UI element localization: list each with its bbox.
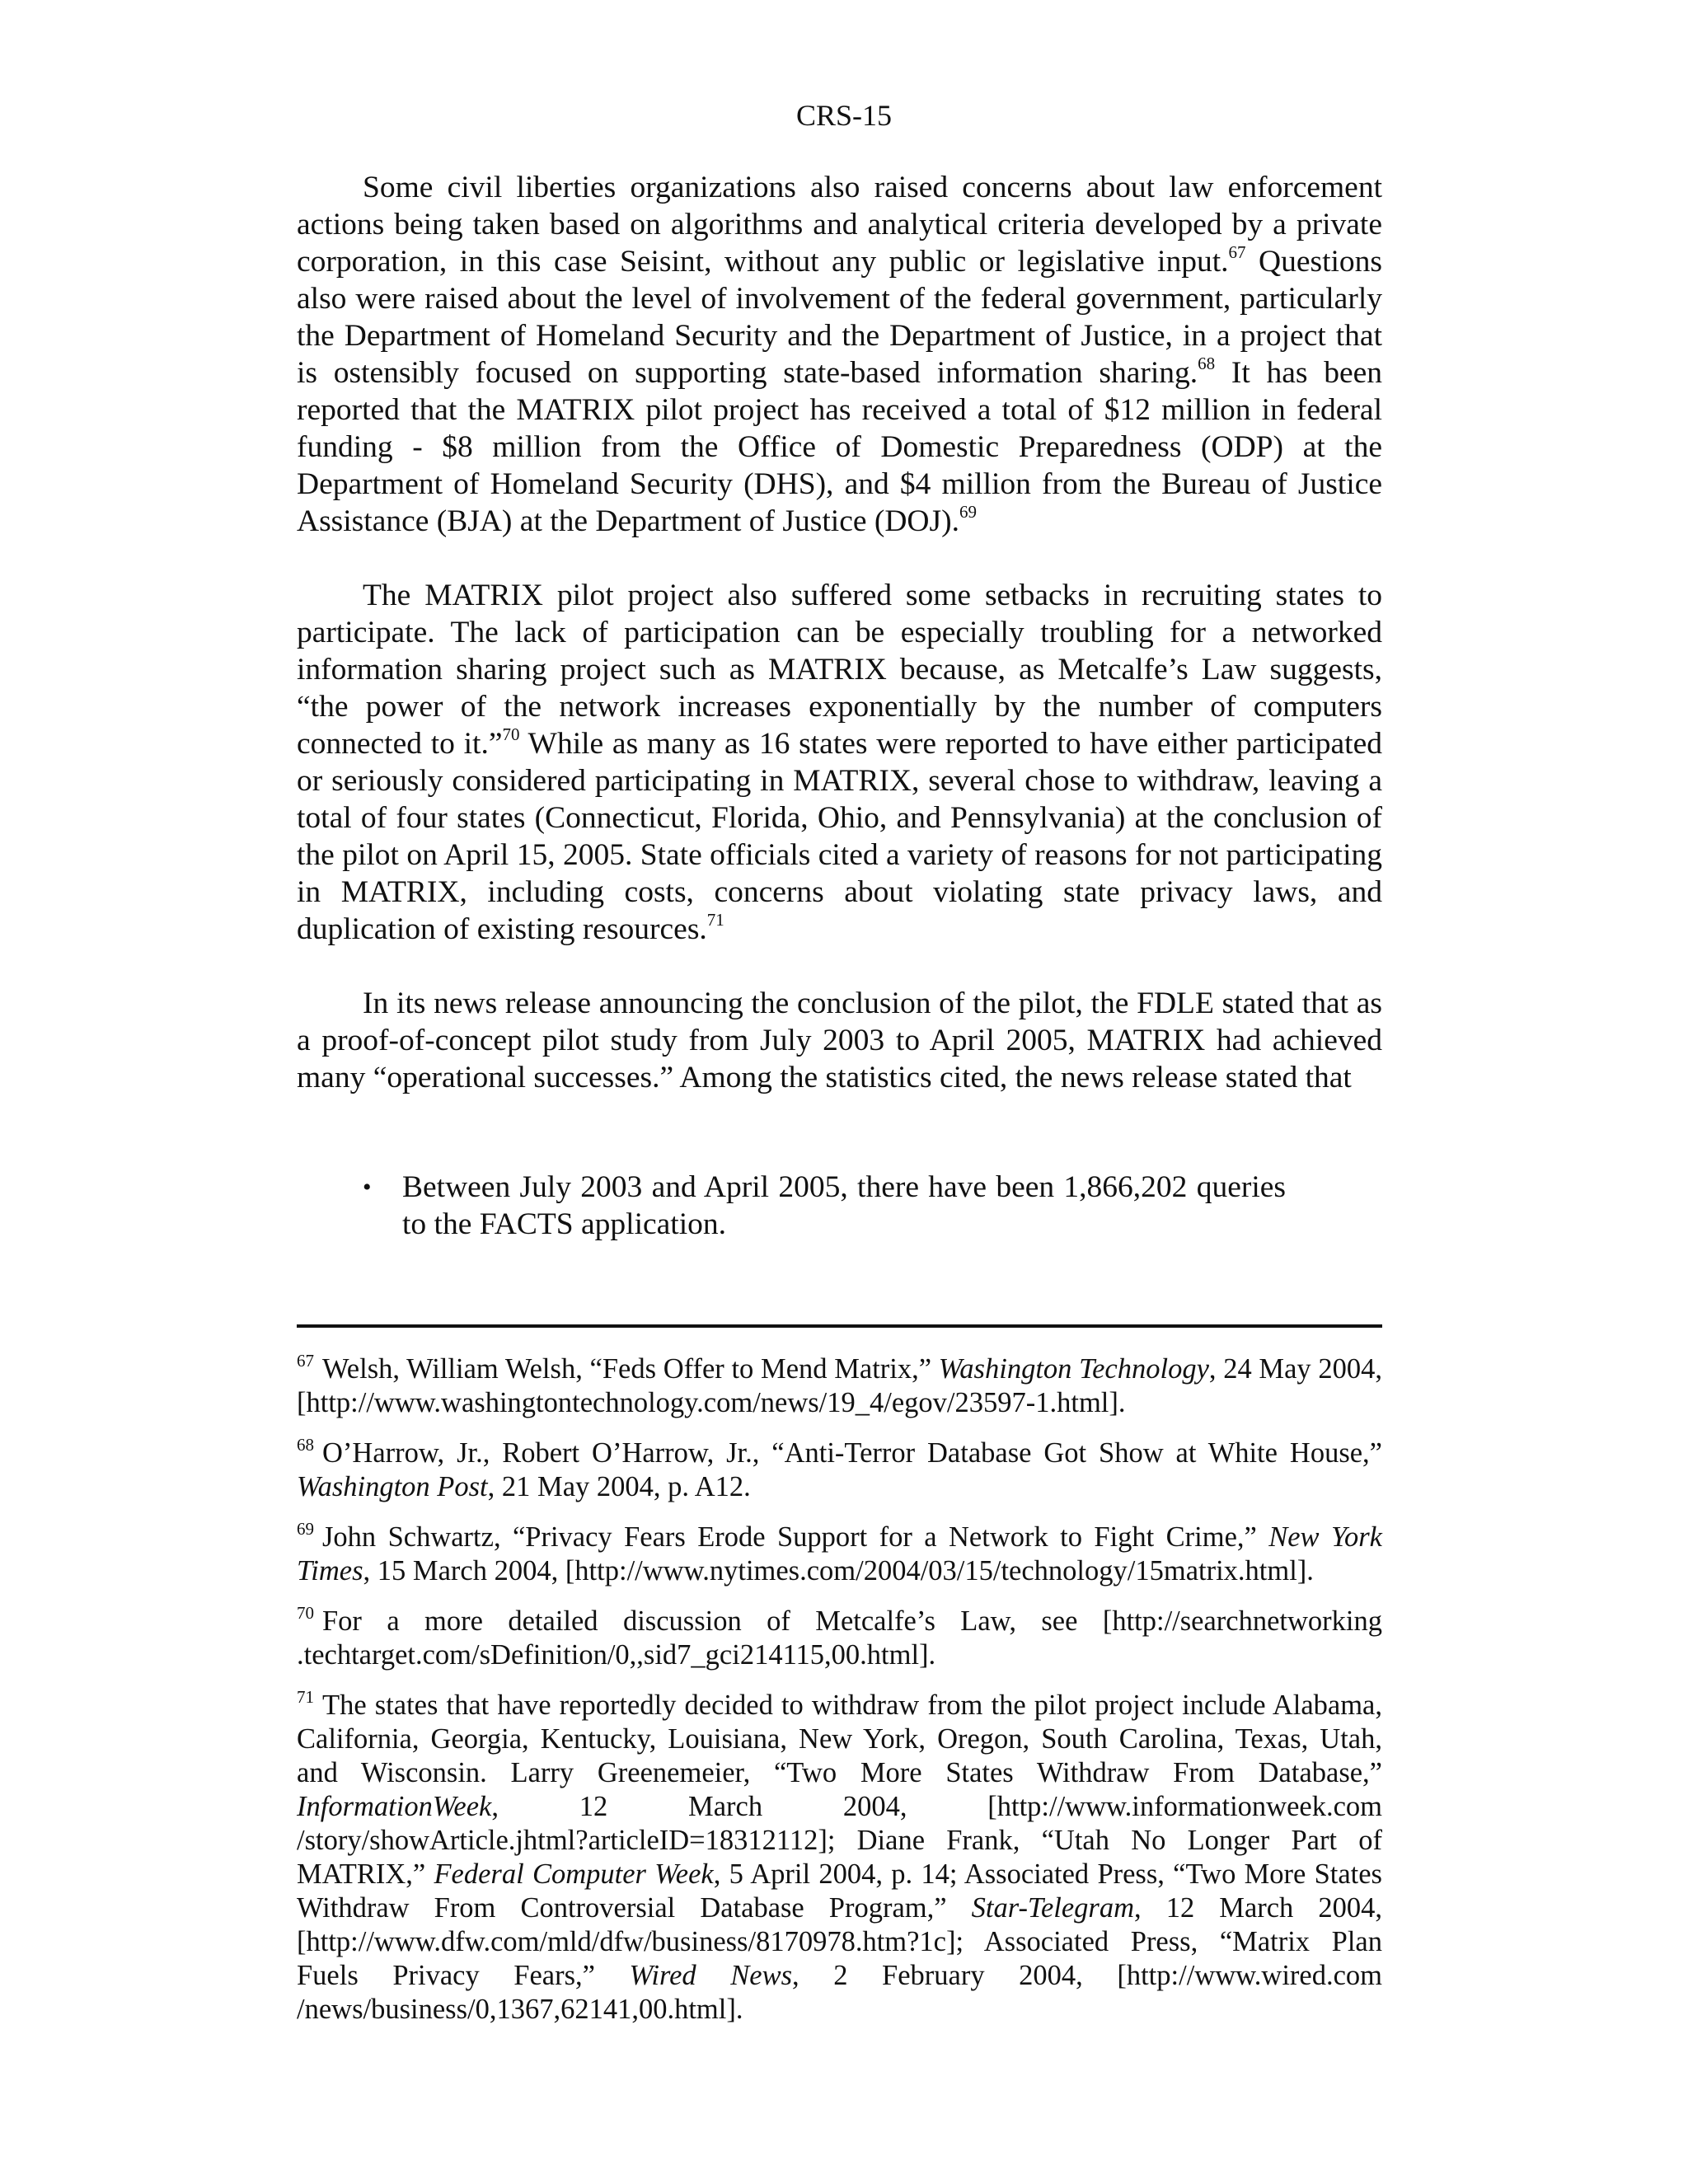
publication-title: New York Times: [297, 1521, 1382, 1586]
paragraph-text: While as many as 16 states were reported to have either participated or seriously considered participating in MATRIX, several chose to withdraw, leaving a total of four states (Connecticut, Florida, Ohio, and Pennsylvania) at the conclusion of the pilot on April 15, 2005. State officials cited a variety of reasons for not participating in MATRIX, including costs, concerns about violating state privacy laws, and duplication of existing resources.: [297, 727, 1382, 946]
paragraph-text: Some civil liberties organizations also raised concerns about law enforcement actions being taken based on algorithms and analytical criteria developed by a private corporation, in this case Seisint, without any public or legislative input.: [297, 171, 1382, 279]
publication-title: Washington Post: [297, 1471, 488, 1502]
paragraph-text: It has been reported that the MATRIX pilot project has received a total of $12 million in federal funding - $8 million from the Office of Domestic Preparedness (ODP) at the Department of Homeland Security (DHS), and $4 million from the Bureau of Justice Assistance (BJA) at the Department of Justice (DOJ).: [297, 356, 1383, 538]
footnote-text: , 24 May 2004, [http://www.washingtontechnology.com/news/19_4/egov/23597-1.html].: [297, 1353, 1382, 1418]
page-header: [0, 97, 1688, 134]
publication-title: Wired News: [629, 1960, 793, 1991]
footnote-number: 68: [297, 1435, 314, 1455]
footnote-text: , 21 May 2004, p. A12.: [487, 1471, 751, 1502]
publication-title: Federal Computer Week: [434, 1858, 714, 1890]
footnote-number: 69: [297, 1519, 314, 1539]
footnote-70: [297, 1605, 1382, 1672]
footnote-ref[interactable]: 71: [706, 910, 724, 930]
footnote-text: , 5 April 2004, p. 14; Associated Press, “Two More States Withdraw From Controversial Database Program,”: [297, 1858, 1382, 1924]
bullet-list: [363, 1169, 1286, 1243]
paragraph-funding-concerns: [297, 169, 1382, 540]
footnote-text: John Schwartz, “Privacy Fears Erode Support for a Network to Fight Crime,”: [322, 1521, 1269, 1553]
footnote-text: The states that have reportedly decided to withdraw from the pilot project include Alabama, California, Georgia, Kentucky, Louisiana, New York, Oregon, South Carolina, Texas, Utah, and Wisconsin. Larry Greenemeier, “Two More States Withdraw From Database,”: [297, 1690, 1382, 1788]
footnote-text: , 2 February 2004, [http://www.wired.com /news/business/0,1367,62141,00.html].: [297, 1960, 1382, 2025]
bullet-icon: •: [363, 1174, 372, 1201]
footnote-text: For a more detailed discussion of Metcalfe’s Law, see [http://searchnetworking .techtarget.com/sDefinition/0,,sid7_gci214115,00.html].: [297, 1605, 1382, 1671]
footnote-67: [297, 1352, 1382, 1420]
footnote-number: 67: [297, 1351, 314, 1371]
footnote-text: , 12 March 2004, [http://www.dfw.com/mld/dfw/business/8170978.htm?1c]; Associated Press, “Matrix Plan Fuels Privacy Fears,”: [297, 1892, 1382, 1991]
footnote-ref[interactable]: 70: [502, 724, 520, 744]
footnote-ref[interactable]: 68: [1198, 354, 1216, 373]
footnotes-section: [297, 1352, 1382, 2043]
footnote-text: O’Harrow, Jr., Robert O’Harrow, Jr., “Anti-Terror Database Got Show at White House,”: [322, 1437, 1382, 1469]
footnote-text: Welsh, William Welsh, “Feds Offer to Mend Matrix,”: [322, 1353, 939, 1385]
publication-title: InformationWeek: [297, 1791, 492, 1822]
paragraph-text: Questions also were raised about the level of involvement of the federal government, particularly the Department of Homeland Security and the Department of Justice, in a project that is ostensibly focused on supporting state-based information sharing.: [297, 245, 1382, 390]
bullet-item-text: Between July 2003 and April 2005, there have been 1,866,202 queries to the FACTS application.: [402, 1170, 1286, 1241]
paragraph-text: The MATRIX pilot project also suffered some setbacks in recruiting states to participate. The lack of participation can be especially troubling for a networked information sharing project such as MATRIX because, as Metcalfe’s Law suggests, “the power of the network increases exponentially by the number of computers connected to it.”: [297, 579, 1382, 761]
footnote-number: 71: [297, 1687, 314, 1707]
page-label: CRS-15: [795, 99, 893, 132]
publication-title: Washington Technology: [938, 1353, 1209, 1385]
footnote-69: [297, 1521, 1382, 1588]
footnote-68: [297, 1436, 1382, 1504]
footnote-divider: [297, 1324, 1382, 1328]
paragraph-news-release: [297, 985, 1382, 1096]
footnote-ref[interactable]: 67: [1228, 242, 1246, 262]
paragraph-text: In its news release announcing the conclusion of the pilot, the FDLE stated that as a proof-of-concept pilot study from July 2003 to April 2005, MATRIX had achieved many “operational successes.” Among the statistics cited, the news release stated that: [297, 987, 1382, 1094]
footnote-text: , 12 March 2004, [http://www.informationweek.com /story/showArticle.jhtml?articleID=18312112]; Diane Frank, “Utah No Longer Part of MATRIX,”: [297, 1791, 1382, 1890]
footnote-text: , 15 March 2004, [http://www.nytimes.com/2004/03/15/technology/15matrix.html].: [363, 1555, 1314, 1586]
footnote-71: [297, 1689, 1382, 2027]
footnote-ref[interactable]: 69: [959, 502, 977, 522]
paragraph-participation-setbacks: [297, 577, 1382, 948]
footnote-number: 70: [297, 1603, 314, 1623]
publication-title: Star-Telegram: [971, 1892, 1135, 1924]
